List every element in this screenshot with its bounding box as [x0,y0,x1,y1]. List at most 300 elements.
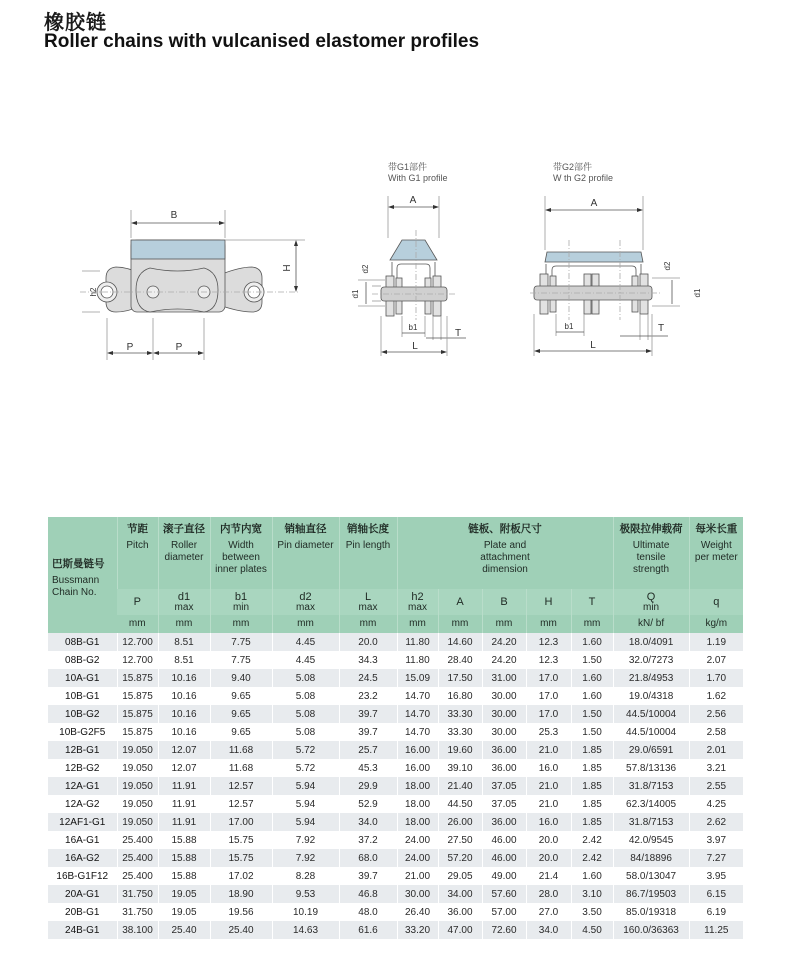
cell-chain-no: 16A-G2 [48,849,117,867]
cell-chain-no: 12AF1-G1 [48,813,117,831]
table-cell: 46.00 [482,849,526,867]
cell-chain-no: 12B-G2 [48,759,117,777]
unit-H: mm [526,615,571,633]
cell-chain-no: 12B-G1 [48,741,117,759]
col-header-chain-no: 巴斯曼链号 Bussmann Chain No. [48,517,117,633]
dim-label-P2: P [175,342,183,353]
table-cell: 19.050 [117,813,158,831]
table-cell: 7.92 [272,831,339,849]
table-cell: 18.90 [210,885,272,903]
table-cell: 17.0 [526,705,571,723]
table-cell: 36.00 [482,813,526,831]
col-header-tensile-strength: 极限拉伸载荷 Ultimate tensile strength [613,517,689,589]
table-cell: 19.05 [158,885,210,903]
table-cell: 42.0/9545 [613,831,689,849]
table-cell: 29.0/6591 [613,741,689,759]
table-row [48,723,743,741]
table-cell: 16.00 [397,741,438,759]
table-cell: 21.4 [526,867,571,885]
table-cell: 8.51 [158,633,210,651]
col-header-inner-width: 内节内宽 Width between inner plates [210,517,272,589]
unit-T: mm [571,615,613,633]
table-cell: 17.00 [210,813,272,831]
table-cell: 21.00 [397,867,438,885]
col-header-pin-diameter: 销轴直径 Pin diameter [272,517,339,589]
cell-chain-no: 16A-G1 [48,831,117,849]
table-cell: 15.09 [397,669,438,687]
table-cell: 31.8/7153 [613,813,689,831]
table-cell: 36.00 [438,903,482,921]
col-header-weight: 每米长重 Weight per meter [689,517,743,589]
table-cell: 2.55 [689,777,743,795]
table-cell: 21.0 [526,777,571,795]
g1-dim-label-b1: b1 [408,323,418,332]
table-cell: 34.0 [526,921,571,939]
g2-caption-en: W th G2 profile [553,173,614,183]
unit-b1: mm [210,615,272,633]
table-cell: 17.0 [526,687,571,705]
table-cell: 15.875 [117,687,158,705]
table-cell: 31.750 [117,903,158,921]
side-view-drawing [80,210,305,360]
table-cell: 15.88 [158,831,210,849]
table-cell: 9.65 [210,687,272,705]
table-cell: 25.40 [158,921,210,939]
table-cell: 5.08 [272,723,339,741]
table-cell: 49.00 [482,867,526,885]
table-cell: 37.05 [482,777,526,795]
table-cell: 1.85 [571,813,613,831]
g2-dim-label-L: L [590,340,596,351]
table-cell: 39.10 [438,759,482,777]
table-cell: 1.60 [571,633,613,651]
unit-h2: mm [397,615,438,633]
table-cell: 2.01 [689,741,743,759]
table-cell: 9.40 [210,669,272,687]
cell-chain-no: 12A-G2 [48,795,117,813]
table-cell: 5.72 [272,741,339,759]
table-cell: 18.00 [397,813,438,831]
table-cell: 10.19 [272,903,339,921]
g2-dim-label-d2: d2 [663,261,672,271]
dim-label-H: H [282,264,293,272]
sym-L: L max [339,589,397,615]
table-cell: 68.0 [339,849,397,867]
table-cell: 19.050 [117,741,158,759]
table-cell: 32.0/7273 [613,651,689,669]
table-cell: 18.00 [397,795,438,813]
sym-h2: h2 max [397,589,438,615]
cell-chain-no: 08B-G2 [48,651,117,669]
table-cell: 31.8/7153 [613,777,689,795]
table-cell: 18.00 [397,777,438,795]
sym-q: q [689,589,743,615]
table-row [48,921,743,939]
table-cell: 2.62 [689,813,743,831]
table-cell: 44.5/10004 [613,705,689,723]
g1-caption [388,162,448,184]
cell-chain-no: 20B-G1 [48,903,117,921]
table-cell: 12.07 [158,759,210,777]
sym-b1: b1 min [210,589,272,615]
table-cell: 12.3 [526,651,571,669]
table-cell: 85.0/19318 [613,903,689,921]
table-cell: 28.40 [438,651,482,669]
table-cell: 21.40 [438,777,482,795]
table-cell: 25.3 [526,723,571,741]
table-cell: 25.7 [339,741,397,759]
table-cell: 57.00 [482,903,526,921]
table-cell: 14.70 [397,687,438,705]
table-cell: 44.50 [438,795,482,813]
cell-chain-no: 16B-G1F12 [48,867,117,885]
unit-d1: mm [158,615,210,633]
table-cell: 20.0 [526,831,571,849]
table-cell: 14.63 [272,921,339,939]
table-cell: 17.02 [210,867,272,885]
table-cell: 37.2 [339,831,397,849]
table-cell: 14.70 [397,723,438,741]
g2-caption [553,162,613,184]
table-cell: 72.60 [482,921,526,939]
table-body [48,633,743,939]
sym-d2: d2 max [272,589,339,615]
table-cell: 12.57 [210,777,272,795]
table-row [48,777,743,795]
table-cell: 21.8/4953 [613,669,689,687]
table-cell: 84/18896 [613,849,689,867]
table-cell: 24.00 [397,831,438,849]
table-cell: 1.85 [571,777,613,795]
sym-P: P [117,589,158,615]
table-cell: 31.00 [482,669,526,687]
unit-Q: kN/ bf [613,615,689,633]
table-row [48,813,743,831]
table-cell: 1.85 [571,741,613,759]
table-cell: 34.00 [438,885,482,903]
table-row [48,867,743,885]
cell-chain-no: 24B-G1 [48,921,117,939]
table-cell: 1.62 [689,687,743,705]
table-cell: 30.00 [482,705,526,723]
table-cell: 3.97 [689,831,743,849]
table-cell: 24.00 [397,849,438,867]
table-cell: 38.100 [117,921,158,939]
table-row [48,903,743,921]
table-cell: 14.70 [397,705,438,723]
header-row-units [48,615,743,633]
g2-dim-label-d1: d1 [693,288,702,298]
table-cell: 1.60 [571,669,613,687]
unit-q: kg/m [689,615,743,633]
table-cell: 45.3 [339,759,397,777]
table-cell: 11.80 [397,633,438,651]
table-cell: 12.07 [158,741,210,759]
table-cell: 4.50 [571,921,613,939]
table-cell: 36.00 [482,759,526,777]
table-cell: 25.400 [117,867,158,885]
table-cell: 160.0/36363 [613,921,689,939]
table-cell: 15.75 [210,849,272,867]
table-cell: 39.7 [339,867,397,885]
g1-caption-en: With G1 profile [388,173,448,183]
unit-P: mm [117,615,158,633]
table-cell: 4.45 [272,651,339,669]
table-cell: 2.42 [571,849,613,867]
table-cell: 8.28 [272,867,339,885]
table-cell: 46.00 [482,831,526,849]
sym-T: T [571,589,613,615]
table-cell: 10.16 [158,687,210,705]
cell-chain-no: 10B-G2F5 [48,723,117,741]
table-cell: 33.30 [438,705,482,723]
table-row [48,633,743,651]
table-cell: 17.50 [438,669,482,687]
table-cell: 11.25 [689,921,743,939]
table-row [48,759,743,777]
dim-label-h2: h2 [89,287,98,297]
col-header-roller-diameter: 滚子直径 Roller diameter [158,517,210,589]
table-cell: 11.68 [210,741,272,759]
table-cell: 1.19 [689,633,743,651]
table-cell: 23.2 [339,687,397,705]
table-cell: 11.68 [210,759,272,777]
g1-dim-label-d1: d1 [351,289,360,299]
unit-A: mm [438,615,482,633]
table-cell: 11.91 [158,795,210,813]
table-cell: 12.57 [210,795,272,813]
table-cell: 47.00 [438,921,482,939]
table-cell: 15.875 [117,705,158,723]
table-cell: 19.0/4318 [613,687,689,705]
table-cell: 11.80 [397,651,438,669]
table-cell: 5.72 [272,759,339,777]
page-title-english: Roller chains with vulcanised elastomer profiles [44,31,480,52]
table-cell: 5.08 [272,705,339,723]
g1-dim-label-T: T [454,328,462,339]
g1-dim-label-L: L [412,341,418,352]
table-cell: 58.0/13047 [613,867,689,885]
table-cell: 34.0 [339,813,397,831]
sym-H: H [526,589,571,615]
g2-caption-cn: 带G2部件 [553,162,593,172]
table-cell: 19.05 [158,903,210,921]
cell-chain-no: 10B-G2 [48,705,117,723]
unit-B: mm [482,615,526,633]
table-cell: 5.08 [272,687,339,705]
g1-dim-label-d2: d2 [361,264,370,274]
table-cell: 12.700 [117,633,158,651]
unit-d2: mm [272,615,339,633]
table-cell: 10.16 [158,669,210,687]
table-cell: 46.8 [339,885,397,903]
cell-chain-no: 12A-G1 [48,777,117,795]
table-cell: 5.94 [272,777,339,795]
table-cell: 24.20 [482,651,526,669]
table-cell: 27.50 [438,831,482,849]
specification-table [48,517,743,939]
table-cell: 2.58 [689,723,743,741]
table-row [48,885,743,903]
table-cell: 10.16 [158,705,210,723]
table-cell: 1.85 [571,795,613,813]
table-cell: 15.88 [158,849,210,867]
sym-A: A [438,589,482,615]
table-cell: 11.91 [158,813,210,831]
table-cell: 1.60 [571,687,613,705]
table-cell: 27.0 [526,903,571,921]
table-cell: 16.0 [526,813,571,831]
table-row [48,741,743,759]
g1-dim-label-A: A [409,195,417,206]
g2-dim-label-T: T [657,323,665,334]
header-row-labels [48,517,743,589]
sym-d1: d1 max [158,589,210,615]
table-cell: 62.3/14005 [613,795,689,813]
table-cell: 57.60 [482,885,526,903]
table-cell: 57.20 [438,849,482,867]
sym-Q: Q min [613,589,689,615]
table-row [48,651,743,669]
table-cell: 11.91 [158,777,210,795]
table-cell: 14.60 [438,633,482,651]
table-row [48,849,743,867]
table-cell: 25.400 [117,849,158,867]
table-cell: 44.5/10004 [613,723,689,741]
table-cell: 6.15 [689,885,743,903]
table-cell: 26.40 [397,903,438,921]
table-cell: 2.42 [571,831,613,849]
table-cell: 12.3 [526,633,571,651]
table-cell: 9.65 [210,723,272,741]
cell-chain-no: 10A-G1 [48,669,117,687]
table-cell: 16.80 [438,687,482,705]
table-cell: 15.75 [210,831,272,849]
table-cell: 1.50 [571,705,613,723]
table-cell: 3.21 [689,759,743,777]
table-cell: 52.9 [339,795,397,813]
table-cell: 7.75 [210,633,272,651]
g2-dim-label-A: A [590,198,598,209]
page-title-chinese: 橡胶链 [44,10,107,34]
table-cell: 18.0/4091 [613,633,689,651]
table-cell: 4.45 [272,633,339,651]
table-cell: 36.00 [482,741,526,759]
table-cell: 9.65 [210,705,272,723]
table-cell: 1.60 [571,867,613,885]
table-cell: 20.0 [339,633,397,651]
table-cell: 9.53 [272,885,339,903]
table-cell: 4.25 [689,795,743,813]
table-row [48,669,743,687]
table-row [48,705,743,723]
table-cell: 17.0 [526,669,571,687]
sym-B: B [482,589,526,615]
g2-dim-label-b1: b1 [564,322,574,331]
table-cell: 19.050 [117,759,158,777]
col-header-pitch: 节距 Pitch [117,517,158,589]
table-cell: 26.00 [438,813,482,831]
header-row-symbols [48,589,743,615]
dim-label-B: B [170,210,178,221]
unit-L: mm [339,615,397,633]
table-cell: 7.75 [210,651,272,669]
dim-label-P1: P [126,342,134,353]
table-cell: 3.95 [689,867,743,885]
table-cell: 5.08 [272,669,339,687]
table-cell: 29.9 [339,777,397,795]
table-cell: 25.400 [117,831,158,849]
table-cell: 29.05 [438,867,482,885]
g1-caption-cn: 带G1部件 [388,162,428,172]
table-cell: 10.16 [158,723,210,741]
table-cell: 33.20 [397,921,438,939]
table-cell: 2.56 [689,705,743,723]
table-cell: 7.27 [689,849,743,867]
cell-chain-no: 10B-G1 [48,687,117,705]
table-cell: 30.00 [397,885,438,903]
table-cell: 7.92 [272,849,339,867]
table-cell: 3.50 [571,903,613,921]
table-cell: 5.94 [272,813,339,831]
table-cell: 28.0 [526,885,571,903]
table-cell: 3.10 [571,885,613,903]
table-cell: 19.050 [117,777,158,795]
table-cell: 1.50 [571,723,613,741]
table-cell: 1.70 [689,669,743,687]
table-cell: 37.05 [482,795,526,813]
table-cell: 1.50 [571,651,613,669]
technical-drawings [0,140,800,380]
table-cell: 86.7/19503 [613,885,689,903]
table-cell: 48.0 [339,903,397,921]
table-cell: 16.0 [526,759,571,777]
table-cell: 15.875 [117,669,158,687]
table-cell: 21.0 [526,741,571,759]
table-row [48,687,743,705]
table-cell: 30.00 [482,723,526,741]
table-cell: 24.20 [482,633,526,651]
table-cell: 1.85 [571,759,613,777]
table-cell: 6.19 [689,903,743,921]
table-cell: 15.88 [158,867,210,885]
table-cell: 20.0 [526,849,571,867]
table-row [48,795,743,813]
table-cell: 19.050 [117,795,158,813]
table-cell: 19.60 [438,741,482,759]
table-cell: 61.6 [339,921,397,939]
table-cell: 39.7 [339,723,397,741]
g1-profile-drawing [358,196,466,356]
table-cell: 33.30 [438,723,482,741]
cell-chain-no: 08B-G1 [48,633,117,651]
table-cell: 16.00 [397,759,438,777]
table-cell: 12.700 [117,651,158,669]
table-row [48,831,743,849]
col-header-pin-length: 销轴长度 Pin length [339,517,397,589]
table-cell: 5.94 [272,795,339,813]
table-cell: 19.56 [210,903,272,921]
table-cell: 2.07 [689,651,743,669]
table-cell: 24.5 [339,669,397,687]
table-cell: 21.0 [526,795,571,813]
table-cell: 30.00 [482,687,526,705]
table-cell: 8.51 [158,651,210,669]
table-cell: 34.3 [339,651,397,669]
col-header-plate-group: 链板、附板尺寸 Plate and attachment dimension [397,517,613,589]
table-cell: 31.750 [117,885,158,903]
table-cell: 57.8/13136 [613,759,689,777]
